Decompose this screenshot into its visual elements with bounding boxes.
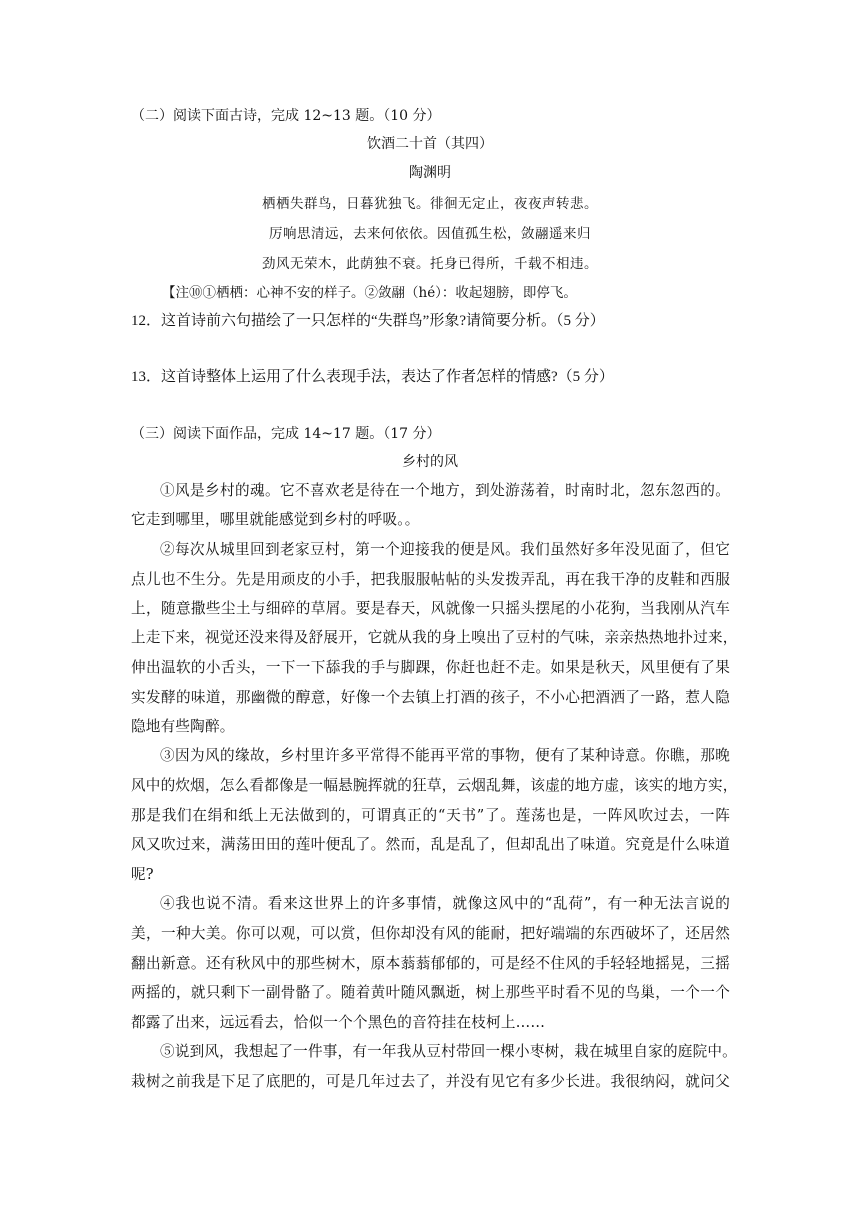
- paragraph-line: ⑤说到风，我想起了一件事，有一年我从豆村带回一棵小枣树，栽在城里自家的庭院中。: [160, 1043, 737, 1060]
- paragraph-line: 点儿也不生分。先是用顽皮的小手，把我服服帖帖的头发拨弄乱，再在我干净的皮鞋和西服: [131, 571, 730, 588]
- poem-line-3: 劲风无荣木，此荫独不衰。托身已得所，千载不相违。: [262, 256, 598, 272]
- paragraph-line: 伸出温软的小舌头，一下一下舔我的手与脚踝，你赶也赶不走。如果是秋天，风里便有了果: [131, 659, 730, 676]
- paragraph-line: 上，随意撒些尘土与细碎的草屑。要是春天，风就像一只摇头摆尾的小花狗，当我刚从汽车: [131, 600, 730, 617]
- paragraph-line: 两摇的，就只剩下一副骨骼了。随着黄叶随风飘逝，树上那些平时看不见的鸟巢，一个一个: [131, 984, 730, 1001]
- paragraph-line: 风又吹过来，满荡田田的莲叶便乱了。然而，乱是乱了，但却乱出了味道。究竟是什么味道: [131, 836, 730, 853]
- paragraph-line: 隐地有些陶醉。: [131, 718, 235, 735]
- paragraph-line: 栽树之前我是下足了底肥的，可是几年过去了，并没有见它有多少长进。我很纳闷，就问父: [131, 1073, 730, 1090]
- paragraph-line: 实发酵的味道，那幽微的醇意，好像一个去镇上打酒的孩子，不小心把酒洒了一路，惹人隐: [131, 689, 730, 706]
- paragraph-line: 那是我们在绢和纸上无法做到的，可谓真正的“天书”了。莲荡也是，一阵风吹过去，一阵: [131, 807, 730, 824]
- paragraph-line: 翻出新意。还有秋风中的那些树木，原本蓊蓊郁郁的，可是经不住风的手轻轻地摇晃，三摇: [131, 955, 730, 972]
- paragraph-line: ④我也说不清。看来这世界上的许多事情，就像这风中的“乱荷”，有一种无法言说的: [160, 895, 730, 912]
- article-title: 乡村的风: [402, 454, 458, 470]
- section-2-heading: （二）阅读下面古诗，完成 12~13 题。（10 分）: [131, 108, 441, 124]
- section-3-heading: （三）阅读下面作品，完成 14~17 题。（17 分）: [131, 426, 441, 442]
- paragraph-line: ③因为风的缘故，乡村里许多平常得不能再平常的事物，便有了某种诗意。你瞧，那晚: [160, 747, 730, 764]
- poem-line-1: 栖栖失群鸟，日暮犹独飞。徘徊无定止，夜夜声转悲。: [262, 196, 598, 212]
- poem-line-2: 厉响思清远，去来何依依。因值孤生松，敛翮遥来归: [269, 226, 591, 242]
- poem-author: 陶渊明: [409, 165, 451, 181]
- poem-title: 饮酒二十首（其四）: [367, 136, 493, 152]
- paragraph-line: 美，一种大美。你可以观，可以赏，但你却没有风的能耐，把好端端的东西破坏了，还居然: [131, 925, 730, 942]
- paragraph-line: 上走下来，视觉还没来得及舒展开，它就从我的身上嗅出了豆村的气味，亲亲热热地扑过来，: [131, 629, 738, 646]
- question-13: 13．这首诗整体上运用了什么表现手法，表达了作者怎样的情感?（5 分）: [131, 369, 614, 385]
- paragraph-line: 都露了出来，远远看去，恰似一个个黑色的音符挂在枝柯上……: [131, 1014, 546, 1031]
- poem-note: 【注⑩①栖栖：心神不安的样子。②敛翮（hé）：收起翅膀，即停飞。: [162, 285, 577, 301]
- paragraph-line: ②每次从城里回到老家豆村，第一个迎接我的便是风。我们虽然好多年没见面了，但它: [160, 541, 730, 558]
- question-12: 12．这首诗前六句描绘了一只怎样的“失群鸟”形象?请简要分析。（5 分）: [131, 313, 605, 329]
- paragraph-line: 风中的炊烟，怎么看都像是一幅悬腕挥就的狂草，云烟乱舞，该虚的地方虚，该实的地方实，: [131, 777, 738, 794]
- paragraph-line: 呢?: [131, 866, 154, 883]
- paragraph-line: 它走到哪里，哪里就能感觉到乡村的呼吸。。: [131, 511, 420, 528]
- paragraph-line: ①风是乡村的魂。它不喜欢老是待在一个地方，到处游荡着，时南时北，忽东忽西的。: [160, 482, 730, 499]
